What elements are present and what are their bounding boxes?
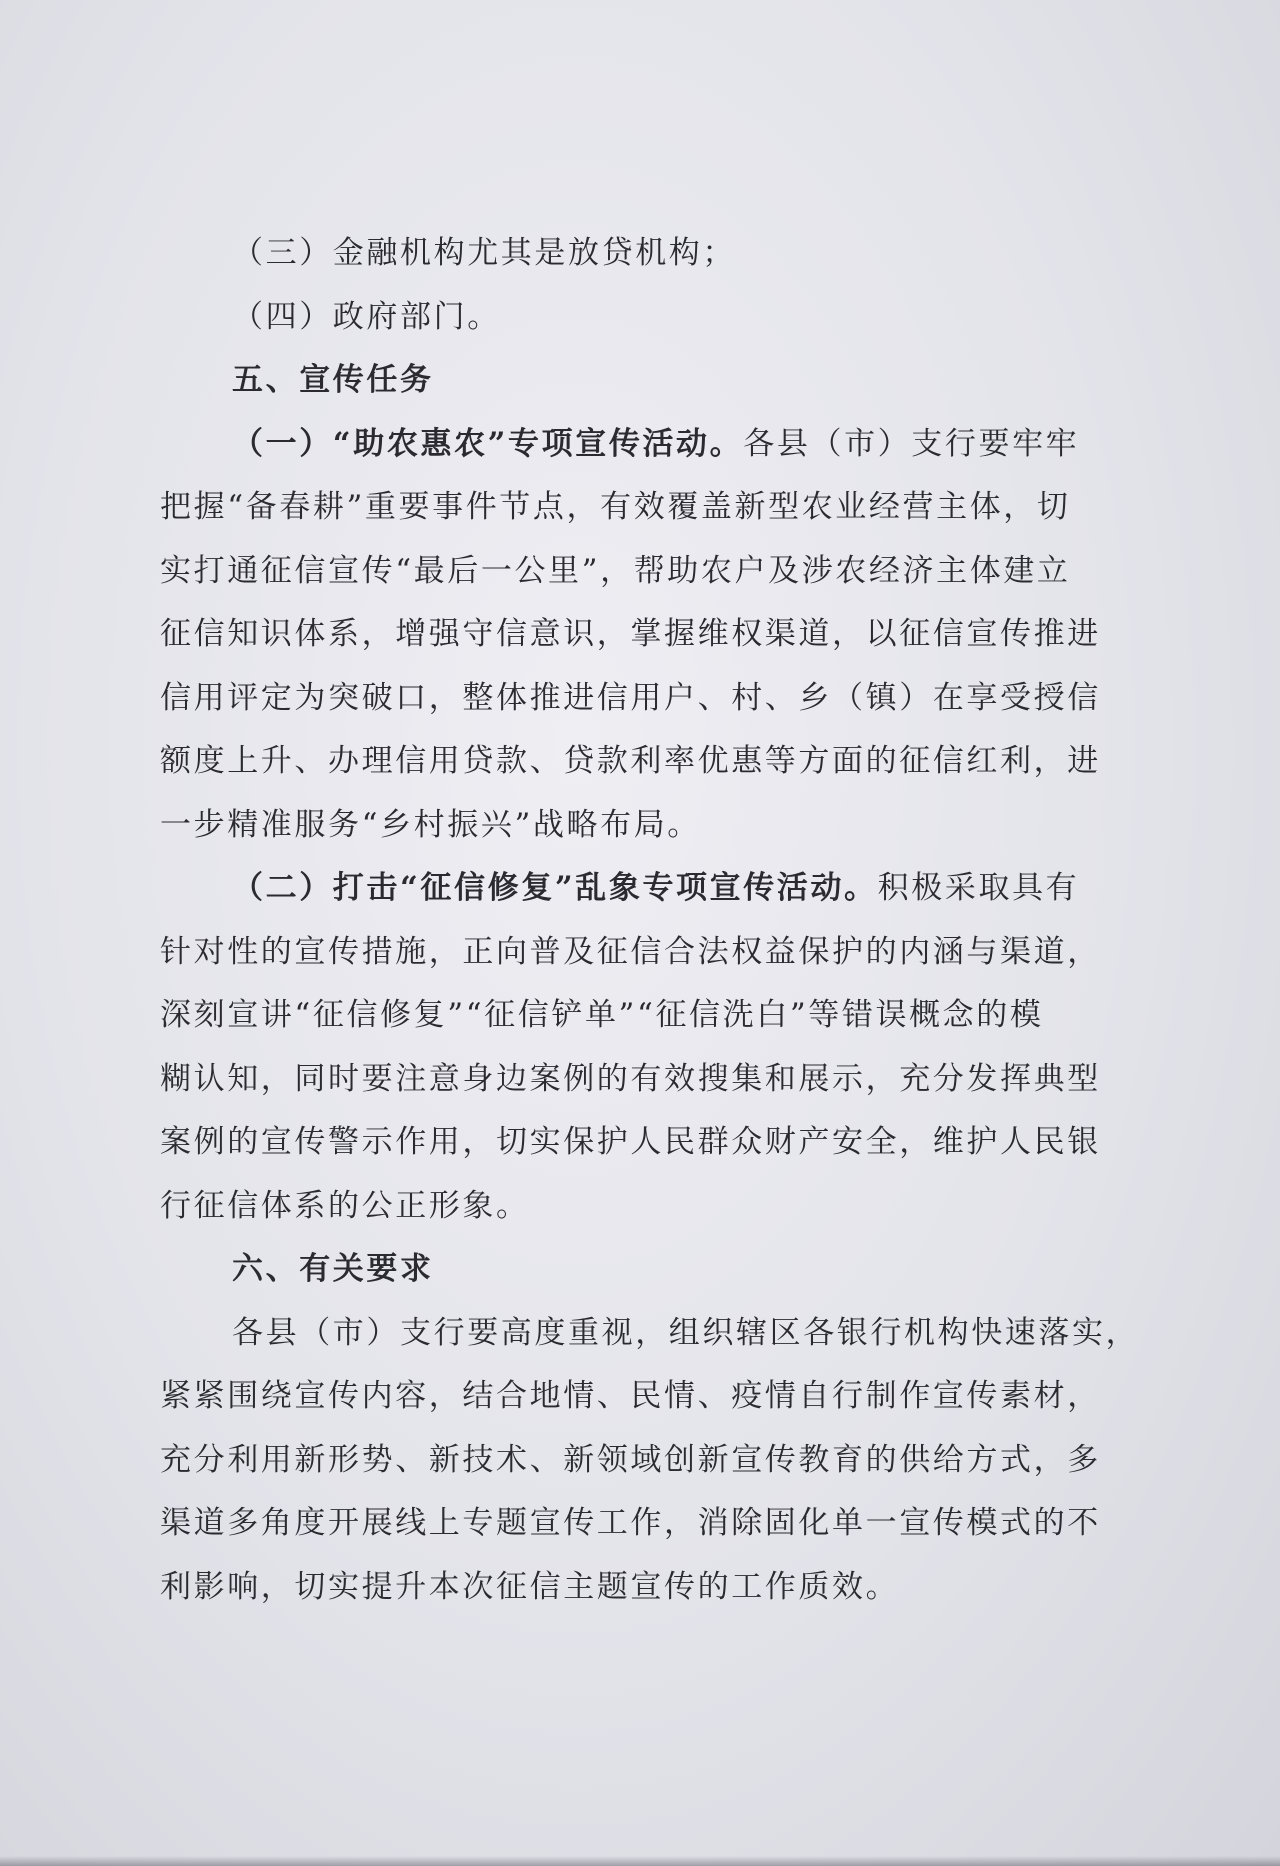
section-5-item-1-line: 实打通征信宣传“最后一公里”，帮助农户及涉农经济主体建立: [160, 552, 1071, 589]
section-5-item-2-first-line-text: 积极采取具有: [877, 870, 1080, 906]
section-5-item-1-line: 额度上升、办理信用贷款、贷款利率优惠等方面的征信红利，进: [160, 743, 1101, 779]
section-5-item-1-line: 把握“备春耕”重要事件节点，有效覆盖新型农业经营主体，切: [160, 489, 1071, 525]
list-item-3: （三）金融机构尤其是放贷机构；: [232, 235, 736, 271]
section-5-heading: 五、宣传任务: [232, 362, 434, 398]
section-5-item-2-first-line: [160, 857, 1150, 921]
list-item-4: （四）政府部门。: [232, 298, 501, 335]
section-5-item-1-first-line: [160, 413, 1150, 477]
section-5-item-1-line: 征信知识体系，增强守信意识，掌握维权渠道，以征信宣传推进: [160, 616, 1101, 652]
section-6-first-line: 各县（市）支行要高度重视，组织辖区各银行机构快速落实，: [232, 1314, 1140, 1351]
document-page: [160, 222, 1150, 1619]
page-bottom-shadow: [0, 1856, 1280, 1866]
section-5-item-1-first-line-text: 各县（市）支行要牢牢: [743, 425, 1080, 462]
section-6-line: 充分利用新形势、新技术、新领域创新宣传教育的供给方式，多: [160, 1441, 1101, 1478]
section-5-item-1-title: （一）“助农惠农”专项宣传活动。: [232, 425, 744, 462]
section-5-item-2-line: 针对性的宣传措施，正向普及征信合法权益保护的内涵与渠道，: [160, 933, 1101, 970]
section-6-line: 渠道多角度开展线上专题宣传工作，消除固化单一宣传模式的不: [160, 1505, 1101, 1541]
section-5-item-1-line: 信用评定为突破口，整体推进信用户、村、乡（镇）在享受授信: [160, 679, 1101, 716]
section-5-item-2-line: 深刻宣讲“征信修复”“征信铲单”“征信洗白”等错误概念的模: [160, 997, 1044, 1033]
section-5-item-2-line: 案例的宣传警示作用，切实保护人民群众财产安全，维护人民银: [160, 1124, 1101, 1160]
section-6-heading: 六、有关要求: [232, 1251, 434, 1287]
section-5-item-2-line: 糊认知，同时要注意身边案例的有效搜集和展示，充分发挥典型: [160, 1060, 1101, 1097]
section-6-line: 利影响，切实提升本次征信主题宣传的工作质效。: [160, 1568, 900, 1605]
section-5-item-2-title: （二）打击“征信修复”乱象专项宣传活动。: [232, 870, 878, 906]
section-5-item-1-line: 一步精准服务“乡村振兴”战略布局。: [160, 806, 701, 843]
section-6-line: 紧紧围绕宣传内容，结合地情、民情、疫情自行制作宣传素材，: [160, 1378, 1101, 1414]
section-5-item-2-line: 行征信体系的公正形象。: [160, 1187, 530, 1224]
